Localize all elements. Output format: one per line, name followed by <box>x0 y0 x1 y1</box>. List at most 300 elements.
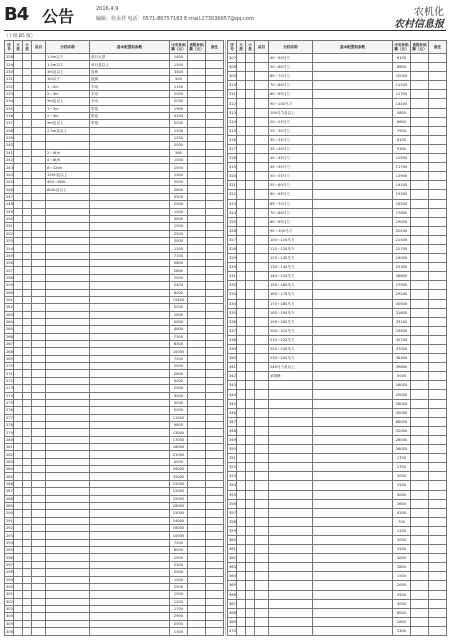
table-cell: 1200 <box>170 127 188 134</box>
table-cell <box>255 626 269 635</box>
table-cell <box>188 377 206 384</box>
table-cell: 单行大型 <box>90 54 170 61</box>
table-cell <box>46 598 90 605</box>
table-cell <box>429 172 447 181</box>
table-cell <box>206 274 224 281</box>
table-cell: 367 <box>228 599 237 608</box>
table-cell: 5000 <box>170 569 188 576</box>
issue-date: 2016.4.9 <box>96 6 119 12</box>
table-cell <box>46 547 90 554</box>
table-cell <box>90 267 170 274</box>
table-cell: 363 <box>228 563 237 572</box>
table-row <box>228 535 447 544</box>
table-cell: 2000 <box>170 201 188 208</box>
table-cell: 267 <box>6 342 13 347</box>
table-cell <box>237 608 246 617</box>
table-cell <box>237 281 246 290</box>
table-cell <box>14 539 23 546</box>
table-row <box>5 282 224 289</box>
table-cell <box>429 181 447 190</box>
table-cell <box>206 547 224 554</box>
table-cell <box>23 473 32 480</box>
table-cell <box>246 263 255 272</box>
table-cell: 281 <box>6 445 13 450</box>
editor-contact: 编辑：侯永祥 电话：0571-86757163 E-mail:273036657@qq.com <box>96 16 254 22</box>
table-cell: 3000 <box>393 490 411 499</box>
table-cell <box>255 399 269 408</box>
table-cell <box>206 120 224 127</box>
table-row <box>228 463 447 472</box>
table-cell: 272 <box>6 378 13 383</box>
table-cell <box>32 186 46 193</box>
table-cell <box>255 517 269 526</box>
table-cell <box>23 466 32 473</box>
table-cell: 80～90马力 <box>269 90 313 99</box>
table-cell <box>255 390 269 399</box>
table-cell <box>313 135 393 144</box>
table-row <box>228 208 447 217</box>
table-cell <box>411 272 429 281</box>
table-cell <box>188 105 206 112</box>
table-cell: 1800 <box>170 311 188 318</box>
table-cell <box>246 335 255 344</box>
table-row <box>5 473 224 480</box>
table-cell <box>14 473 23 480</box>
table-row <box>228 117 447 126</box>
table-cell <box>188 532 206 539</box>
table-cell: 333 <box>228 290 237 299</box>
table-cell <box>313 517 393 526</box>
table-row <box>228 626 447 635</box>
table-cell <box>14 517 23 524</box>
table-cell <box>32 341 46 348</box>
table-cell: 21400 <box>393 235 411 244</box>
table-cell <box>255 508 269 517</box>
table-cell: 2050 <box>170 98 188 105</box>
table-cell <box>237 154 246 163</box>
table-cell: 307 <box>228 54 237 63</box>
table-cell: 28000 <box>393 435 411 444</box>
table-cell <box>411 381 429 390</box>
table-row <box>5 318 224 325</box>
table-cell <box>255 481 269 490</box>
table-cell <box>269 517 313 526</box>
table-cell: 368 <box>228 608 237 617</box>
table-cell <box>14 245 23 252</box>
table-cell <box>411 126 429 135</box>
table-cell <box>206 208 224 215</box>
table-cell: 321 <box>228 181 237 190</box>
table-cell: 45～50马力 <box>269 163 313 172</box>
table-cell: 1700 <box>393 454 411 463</box>
table-cell <box>90 510 170 517</box>
table-cell <box>90 377 170 384</box>
table-cell: 11200 <box>393 81 411 90</box>
table-cell <box>32 407 46 414</box>
table-cell <box>90 260 170 267</box>
table-cell <box>411 599 429 608</box>
table-cell <box>206 348 224 355</box>
table-cell <box>411 99 429 108</box>
table-cell <box>246 472 255 481</box>
table-cell: 带卷 <box>90 112 170 119</box>
table-cell <box>429 163 447 172</box>
table-cell: 20～25马力 <box>269 117 313 126</box>
table-cell <box>237 126 246 135</box>
table-cell <box>269 499 313 508</box>
table-cell <box>237 63 246 72</box>
table-cell <box>188 230 206 237</box>
table-cell <box>255 199 269 208</box>
table-cell: 341 <box>228 363 237 372</box>
table-cell <box>46 525 90 532</box>
table-cell <box>269 608 313 617</box>
table-cell: 360 <box>228 535 237 544</box>
table-cell <box>23 142 32 149</box>
table-cell <box>206 569 224 576</box>
table-cell <box>429 599 447 608</box>
table-cell <box>255 426 269 435</box>
table-cell: 12000 <box>170 488 188 495</box>
table-cell <box>313 554 393 563</box>
table-cell <box>246 490 255 499</box>
table-cell <box>46 414 90 421</box>
table-cell <box>206 179 224 186</box>
table-cell <box>429 390 447 399</box>
subsidy-table-right <box>227 40 447 636</box>
table-cell: 324 <box>228 208 237 217</box>
table-cell: 22000 <box>170 480 188 487</box>
table-row <box>5 274 224 281</box>
column-header: 省级补贴额（元） <box>411 41 429 54</box>
table-row <box>228 354 447 363</box>
table-cell: 2400 <box>170 282 188 289</box>
table-cell <box>188 495 206 502</box>
table-row <box>228 163 447 172</box>
table-cell: 210～220马力 <box>269 335 313 344</box>
table-cell <box>246 399 255 408</box>
table-cell: 35700 <box>393 335 411 344</box>
table-cell <box>188 392 206 399</box>
table-cell <box>237 326 246 335</box>
table-cell <box>188 179 206 186</box>
table-cell <box>411 308 429 317</box>
table-cell <box>237 163 246 172</box>
table-cell <box>246 117 255 126</box>
table-cell <box>32 620 46 627</box>
table-cell <box>411 563 429 572</box>
table-cell <box>429 426 447 435</box>
table-cell <box>313 226 393 235</box>
table-cell <box>90 620 170 627</box>
table-cell <box>206 363 224 370</box>
table-cell: 33100 <box>393 317 411 326</box>
table-cell <box>46 142 90 149</box>
table-cell: 248 <box>6 202 13 207</box>
table-cell: 308 <box>228 63 237 72</box>
table-cell: 334 <box>228 299 237 308</box>
table-cell: 90～100马力 <box>269 99 313 108</box>
table-cell <box>313 326 393 335</box>
table-cell: 356 <box>228 499 237 508</box>
table-cell <box>23 539 32 546</box>
table-cell <box>429 154 447 163</box>
table-cell <box>246 308 255 317</box>
table-cell <box>23 532 32 539</box>
table-cell: 294 <box>6 540 13 545</box>
table-cell: 355 <box>228 490 237 499</box>
table-cell <box>46 193 90 200</box>
table-cell: 354 <box>228 481 237 490</box>
table-cell <box>23 245 32 252</box>
table-cell <box>255 445 269 454</box>
table-cell <box>313 435 393 444</box>
table-cell <box>14 421 23 428</box>
table-cell <box>188 466 206 473</box>
table-cell <box>14 149 23 156</box>
table-cell: 19000 <box>393 217 411 226</box>
table-cell <box>206 68 224 75</box>
table-cell <box>313 472 393 481</box>
table-cell: 358 <box>228 517 237 526</box>
table-cell <box>206 127 224 134</box>
table-cell <box>46 230 90 237</box>
table-cell <box>90 201 170 208</box>
table-row <box>5 326 224 333</box>
table-cell <box>32 149 46 156</box>
table-cell: 326 <box>228 226 237 235</box>
table-cell <box>411 608 429 617</box>
table-cell <box>313 190 393 199</box>
table-row <box>5 480 224 487</box>
table-cell: 28000 <box>170 502 188 509</box>
table-cell <box>188 333 206 340</box>
column-divider <box>225 40 226 636</box>
table-cell <box>90 134 170 141</box>
table-cell <box>429 481 447 490</box>
table-cell <box>206 399 224 406</box>
table-cell <box>246 272 255 281</box>
table-cell: 10000 <box>170 348 188 355</box>
table-cell <box>411 463 429 472</box>
table-cell <box>269 490 313 499</box>
table-cell: 40000 <box>393 408 411 417</box>
table-cell: 2.5m及以上 <box>46 127 90 134</box>
table-cell: 28000 <box>393 399 411 408</box>
table-cell <box>237 563 246 572</box>
table-cell <box>90 466 170 473</box>
table-cell: 2～3m <box>46 90 90 97</box>
table-cell <box>246 372 255 381</box>
table-cell <box>255 63 269 72</box>
table-cell <box>206 289 224 296</box>
table-cell <box>237 199 246 208</box>
table-cell <box>429 554 447 563</box>
table-row <box>5 348 224 355</box>
table-cell <box>411 626 429 635</box>
table-row <box>5 598 224 605</box>
table-cell: 160～170马力 <box>269 290 313 299</box>
table-cell <box>429 117 447 126</box>
table-cell <box>14 436 23 443</box>
table-cell: 2～4t/h <box>46 149 90 156</box>
table-cell <box>411 472 429 481</box>
table-cell <box>313 390 393 399</box>
table-row <box>228 563 447 572</box>
table-cell <box>206 576 224 583</box>
table-cell <box>313 490 393 499</box>
table-cell: 275 <box>6 401 13 406</box>
table-cell: 150～160马力 <box>269 281 313 290</box>
table-row <box>5 252 224 259</box>
table-cell <box>14 296 23 303</box>
table-cell <box>188 561 206 568</box>
table-cell: 15400 <box>170 296 188 303</box>
table-cell <box>188 605 206 612</box>
table-cell <box>188 421 206 428</box>
table-row <box>5 363 224 370</box>
table-cell <box>246 545 255 554</box>
table-cell: 4000 <box>170 326 188 333</box>
table-cell: 271 <box>6 371 13 376</box>
table-cell <box>246 481 255 490</box>
table-row <box>5 260 224 267</box>
table-cell <box>90 289 170 296</box>
table-cell <box>32 392 46 399</box>
table-cell <box>32 473 46 480</box>
table-cell <box>32 583 46 590</box>
table-cell <box>429 363 447 372</box>
table-cell: 2050 <box>170 90 188 97</box>
table-cell <box>14 61 23 68</box>
table-cell <box>23 61 32 68</box>
table-cell <box>313 154 393 163</box>
table-cell <box>429 135 447 144</box>
table-cell: 303 <box>6 607 13 612</box>
table-cell: 336 <box>228 317 237 326</box>
table-cell <box>237 335 246 344</box>
table-cell <box>411 454 429 463</box>
column-header: 省级补贴额（元） <box>188 41 206 54</box>
table-cell <box>32 157 46 164</box>
table-cell: 229 <box>6 62 13 67</box>
table-cell <box>32 370 46 377</box>
table-cell: 293 <box>6 533 13 538</box>
table-cell <box>206 583 224 590</box>
table-cell <box>255 254 269 263</box>
table-row <box>5 436 224 443</box>
table-cell: 单排链 <box>269 372 313 381</box>
table-row <box>228 345 447 354</box>
table-cell <box>32 480 46 487</box>
table-cell <box>23 157 32 164</box>
table-cell <box>32 399 46 406</box>
table-cell <box>32 318 46 325</box>
table-cell <box>32 510 46 517</box>
table-cell <box>14 98 23 105</box>
table-cell: 288 <box>6 496 13 501</box>
table-cell <box>14 68 23 75</box>
table-row <box>5 392 224 399</box>
table-cell <box>32 444 46 451</box>
table-cell <box>14 554 23 561</box>
table-cell <box>188 583 206 590</box>
table-cell: 9800 <box>170 421 188 428</box>
table-row <box>5 83 224 90</box>
table-cell <box>313 317 393 326</box>
table-cell <box>188 260 206 267</box>
table-cell <box>411 417 429 426</box>
table-cell <box>90 237 170 244</box>
table-cell <box>46 576 90 583</box>
table-cell <box>313 417 393 426</box>
table-cell <box>206 473 224 480</box>
table-cell: 347 <box>228 417 237 426</box>
table-row <box>5 444 224 451</box>
table-cell <box>32 561 46 568</box>
table-row <box>228 399 447 408</box>
column-header: 分档名称 <box>46 41 90 54</box>
table-cell <box>14 628 23 636</box>
table-cell <box>14 502 23 509</box>
table-cell <box>429 90 447 99</box>
table-cell <box>269 545 313 554</box>
table-cell: 234 <box>6 99 13 104</box>
table-row <box>5 105 224 112</box>
table-cell <box>255 54 269 63</box>
table-cell <box>46 480 90 487</box>
table-row <box>228 481 447 490</box>
table-row <box>228 263 447 272</box>
table-cell <box>14 466 23 473</box>
table-cell <box>46 583 90 590</box>
table-cell <box>313 254 393 263</box>
table-cell <box>255 526 269 535</box>
page-number: B4 <box>4 4 29 25</box>
table-cell <box>429 417 447 426</box>
table-row <box>228 590 447 599</box>
table-cell <box>23 576 32 583</box>
table-row <box>228 499 447 508</box>
table-cell <box>255 299 269 308</box>
table-cell: 2900 <box>170 613 188 620</box>
table-cell: 1.5m以下 <box>46 61 90 68</box>
table-cell <box>429 381 447 390</box>
table-cell <box>90 171 170 178</box>
table-cell <box>269 381 313 390</box>
table-cell <box>23 429 32 436</box>
table-cell <box>246 408 255 417</box>
table-cell: 252 <box>6 231 13 236</box>
table-cell: 273 <box>6 386 13 391</box>
table-cell <box>313 526 393 535</box>
table-cell: 299 <box>6 577 13 582</box>
table-cell: 2500 <box>393 481 411 490</box>
table-cell <box>429 235 447 244</box>
table-cell <box>32 458 46 465</box>
table-cell <box>411 154 429 163</box>
table-cell <box>32 304 46 311</box>
table-cell <box>32 377 46 384</box>
table-cell: 2000 <box>170 237 188 244</box>
table-cell: 带卷 <box>90 120 170 127</box>
table-cell <box>269 554 313 563</box>
table-cell: 2800 <box>393 563 411 572</box>
table-cell: 25～30马力 <box>269 126 313 135</box>
table-cell <box>206 385 224 392</box>
table-row <box>228 517 447 526</box>
table-cell <box>237 526 246 535</box>
